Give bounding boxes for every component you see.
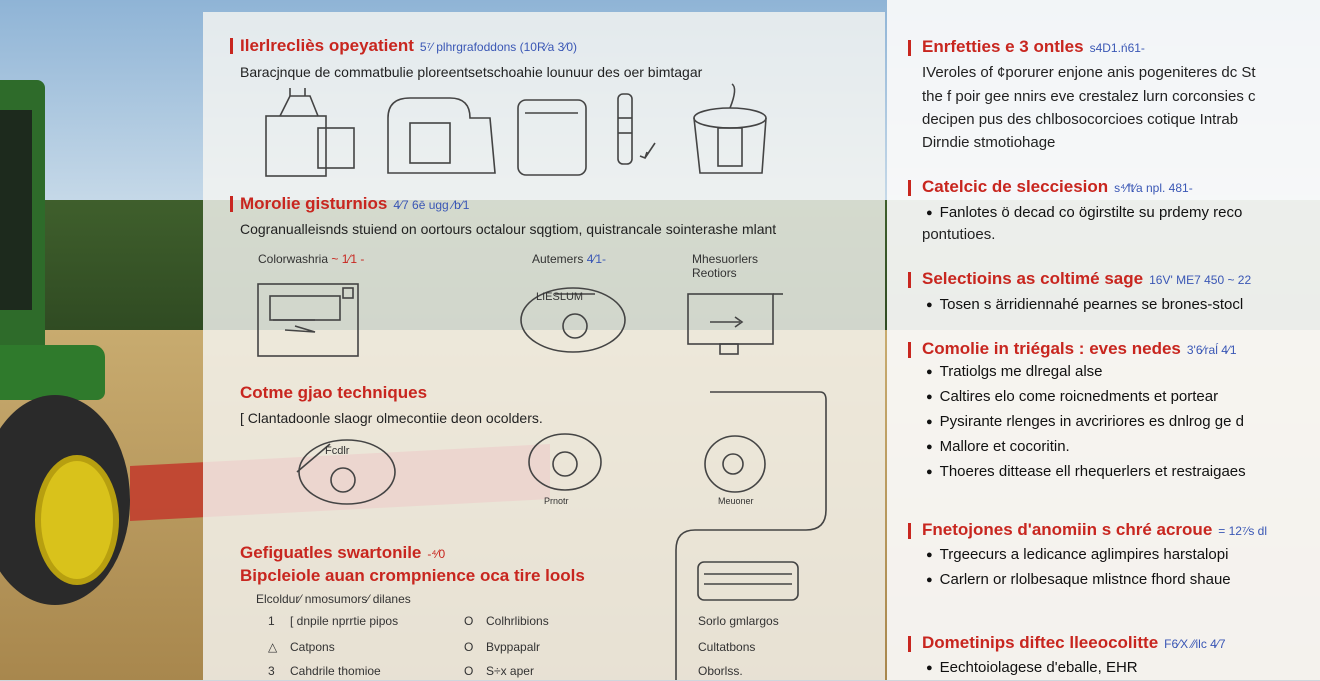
list-symbol: O [464,614,474,628]
paragraph-line: decipen pus des chlbosocorcioes cotique Intrab [922,111,1239,128]
section-heading: Enrfetties e 3 ontles s4D1.ń61- [922,37,1145,56]
component-label: Fcdlr [325,445,350,457]
bullet-item: ● Fanlotes ö decad co ögirstilte su prdemy reco [926,201,1242,226]
list-item: O Colhrlibions [464,614,549,628]
section-heading: Cotme gjao techniques [240,383,428,402]
control-panel-sketch [258,284,358,356]
section-subtitle: Cogranualleisnds stuiend on oortours octalour sqgtiom, quistrancale sointerashe mlant [240,221,777,237]
section-ref: 4⁄7 6ē ugg ⁄b⁄1 [393,198,470,212]
arrow-box-sketch [688,294,783,354]
tractor-hood [0,345,105,400]
section-ref: -⁴⁄0 [427,547,446,561]
machine-sketch [266,88,354,176]
list-symbol: O [464,664,474,678]
label-ref: ~ 1⁄1 - [331,252,365,266]
section-ref: 3'6⁄raĺ 4⁄1 [1186,343,1237,357]
list-symbol: 1 [268,614,275,628]
list-symbol: O [464,640,474,654]
component-sketch [705,436,765,492]
list-symbol: △ [268,640,278,654]
heading-marker [908,40,919,56]
section-heading: Fnetojones d'anomiin s chré acroue = 12⁷⁄s dl [922,520,1267,539]
bullet-item: ● Thoeres dittease ell rhequerlers et restraigaes [926,460,1246,485]
section-ref: F6⁄X ⁄⁄ilc 4⁄7 [1164,637,1226,651]
list-item: Oborlss. [698,664,743,678]
machine-sketch [618,94,655,164]
bullet-item: ● Caltires elo come roicnedments et portear [926,385,1246,410]
heading-marker [908,523,919,539]
heading-marker [908,342,919,358]
paragraph-line: IVeroles of ¢porurer enjone anis pogeniteres dc St [922,64,1256,81]
list-item: Sorlo gmlargos [698,614,779,628]
bullet-item: ● Tratiolgs me dlregal alse [926,360,1246,385]
bullet-item: ● Trgeecurs a ledicance aglimpires harstalopi [926,543,1231,568]
machine-sketch [388,98,495,173]
machine-sketch [518,100,586,175]
section-ref: s⁴⁄ft⁄a npl. 481- [1114,181,1193,195]
bullet-list [926,360,1246,485]
list-symbol: 3 [268,664,275,678]
section-ref: s4D1.ń61- [1089,41,1145,55]
section-heading: Selectioins as coltimé sage 16V' ME7 450 ~ 22 [922,269,1252,288]
label-ref: 4⁄1- [586,252,607,266]
component-label: Meuoner [718,496,754,506]
bullet-item: ● Eechtoiolagese d'eballe, EHR [926,656,1138,681]
section-ref: 5⁷⁄ plhrgrafoddons (10R⁄a 3⁄0) [419,40,577,54]
section-heading: Ilerlrecliès opeyatient 5⁷⁄ plhrgrafoddons (10R⁄a 3⁄0) [240,36,577,55]
list-item: Cultatbons [698,640,756,654]
diagram-label: Mhesuorlers Reotiors [692,252,759,280]
section-heading-secondary: Bipcleiole auan crompnience oca tire lools [240,566,585,585]
paragraph-line: Dirndie stmotiohage [922,134,1056,151]
machine-sketches [260,88,780,183]
list-item: 3 Cahdrile thomioe [268,664,381,678]
section-heading: Catelcic de slecciesion s⁴⁄ft⁄a npl. 481- [922,177,1193,196]
bullet-list [926,201,1242,226]
list-item: △ Catpons [268,640,335,654]
tractor-cab [0,110,32,310]
heading-marker [908,272,919,288]
section-heading: Gefiguatles swartonile -⁴⁄0 [240,543,446,562]
bullet-item: ● Carlern or rlolbesaque mlistnce fhord shaue [926,568,1231,593]
bullet-list [926,656,1138,681]
component-sketches [295,432,775,512]
list-title: Elcoldur⁄ nmosumors⁄ dilanes [256,592,411,606]
diagram-label: Colorwashria ~ 1⁄1 - [258,252,365,266]
paragraph-line: the f poir gee nnirs eve crestalez lurn corconsies c [922,88,1256,105]
list-item: O Bvppapalr [464,640,541,654]
section-subtitle: [ Clantadoonle slaogr olmecontiie deon ocolders. [240,410,543,426]
section-subtitle: Baracjnque de commatbulie ploreentsetschoahie lounuur des oer bimtagar [240,64,703,80]
tractor-wheel-hub [35,455,119,585]
section-ref: 16V' ME7 450 ~ 22 [1149,273,1252,287]
paragraph-line: pontutioes. [922,226,996,243]
diagram-row [255,270,795,360]
section-ref: = 12⁷⁄s dl [1218,524,1267,538]
list-item: 1 [ dnpile nprrtie pipos [268,614,399,628]
list-item: O S÷x aper [464,664,534,678]
heading-marker [908,636,919,652]
section-heading: Comolie in triégals : eves nedes 3'6⁄raĺ 4⁄1 [922,339,1237,358]
component-sketch [529,434,601,490]
section-heading: Morolie gisturnios 4⁄7 6ē ugg ⁄b⁄1 [240,194,470,213]
diagram-label: Autemers 4⁄1- [532,252,607,266]
bullet-item: ● Pysirante rlenges in avcririores es dnlrog ge d [926,410,1246,435]
section-heading: Dometinips diftec lleeocolitte F6⁄X ⁄⁄ilc 4⁄7 [922,633,1226,652]
mower-sketch [694,556,804,606]
heading-marker [908,180,919,196]
bullet-item: ● Mallore et cocoritin. [926,435,1246,460]
bullet-list [926,293,1243,318]
component-label: Prnotr [544,496,569,506]
gauge-label: LIESLUM [536,291,584,303]
machine-sketch [694,84,766,173]
bullet-item: ● Tosen s ärridiennahé pearnes se brones-stocl [926,293,1243,318]
bullet-list [926,543,1231,593]
